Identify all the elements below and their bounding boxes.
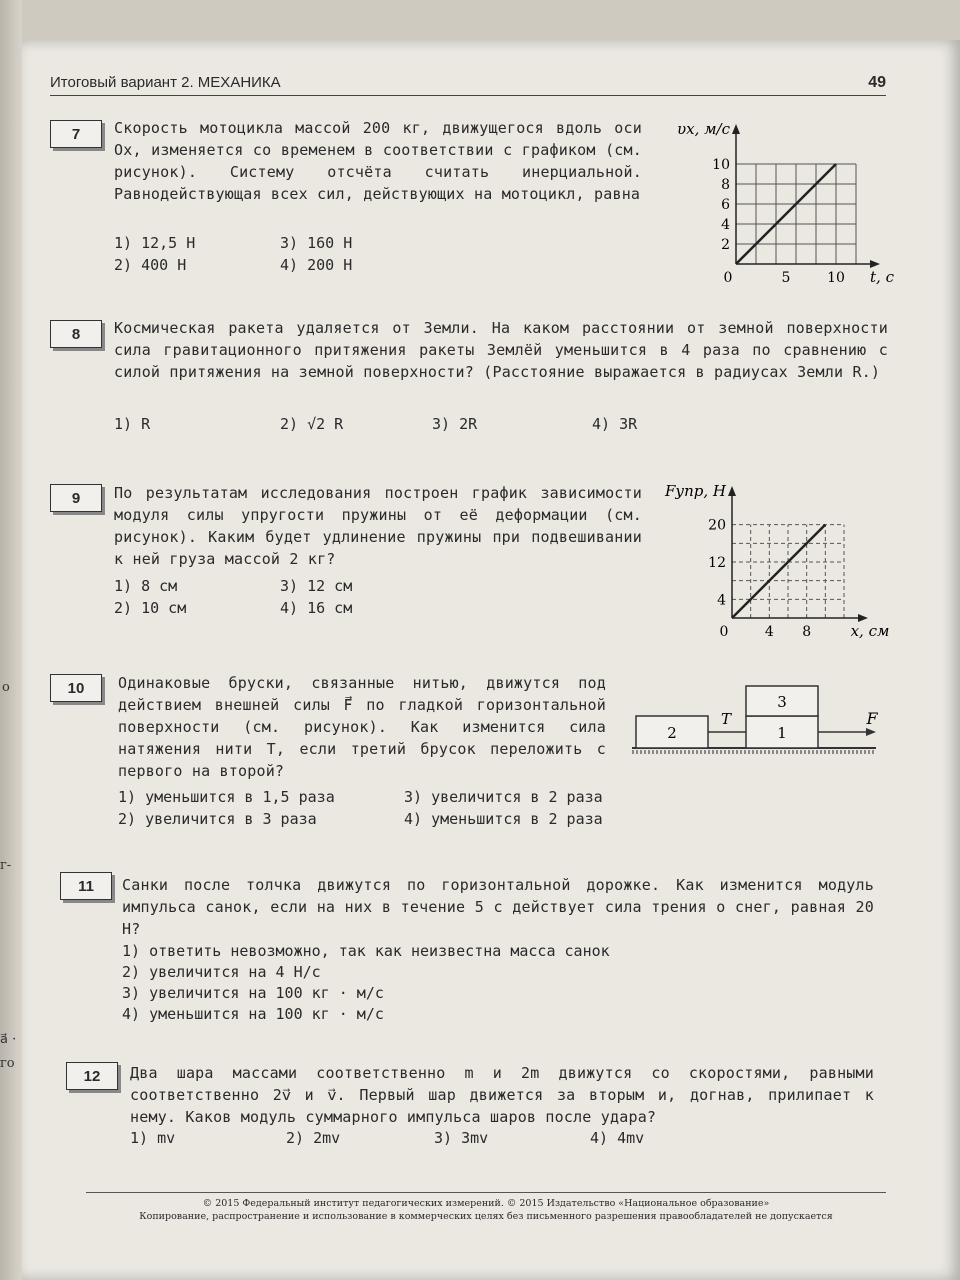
block-1-label: 1 xyxy=(777,724,787,742)
task-9-text: По результатам исследования построен график зависимости модуля силы упругости пружины от её деформации (см. рисунок). Каким будет удлинение пружины при подвешивании к ней груза массой 2 кг? xyxy=(114,484,642,568)
x-tick-label: 0 xyxy=(723,270,733,286)
task-10-option-2: 2) увеличится в 3 раза xyxy=(118,810,317,828)
task-7-option-3: 3) 160 Н xyxy=(280,234,353,252)
task-9-option-2: 2) 10 см xyxy=(114,599,187,617)
force-deformation-graph xyxy=(658,474,898,660)
task-9-option-3: 3) 12 см xyxy=(280,577,353,595)
copyright-line-1: © 2015 Федеральный институт педагогических измерений. © 2015 Издательство «Национальное образование» xyxy=(202,1198,770,1209)
page-number: 49 xyxy=(868,74,886,91)
task-10-text: Одинаковые бруски, связанные нитью, движутся под действием внешней силы F⃗ по гладкой горизонтальной поверхности (см. рисунок). Как изменится сила натяжения нити T, если третий брусок переложить с первого на второй? xyxy=(118,674,606,780)
task-number-box: 7 xyxy=(50,120,102,148)
task-8-option-3: 3) 2R xyxy=(432,415,478,433)
margin-mark: a⃗ · xyxy=(0,1032,17,1047)
copyright-footer xyxy=(86,1192,886,1223)
task-12-option-2: 2) 2mv xyxy=(286,1129,341,1147)
margin-mark: о xyxy=(2,680,10,695)
task-8-option-1: 1) R xyxy=(114,415,151,433)
x-tick-label: 0 xyxy=(719,624,729,640)
task-11-option-1: 1) ответить невозможно, так как неизвестна масса санок xyxy=(122,942,610,960)
y-axis-label: υx, м/с xyxy=(676,120,730,138)
book-spine-shadow xyxy=(0,0,22,1280)
y-tick-label: 4 xyxy=(721,217,730,233)
task-7-text: Скорость мотоцикла массой 200 кг, движущегося вдоль оси Ox, изменяется со временем в соответствии с графиком (см. рисунок). Систему отсчёта считать инерциальной. Равнодействующая всех сил, действующих на мотоцикл, равна xyxy=(114,119,642,203)
task-12-option-4: 4) 4mv xyxy=(590,1129,645,1147)
x-axis-arrow xyxy=(870,260,880,268)
margin-mark: го xyxy=(0,1056,15,1071)
task-7-option-4: 4) 200 Н xyxy=(280,256,353,274)
task-7-option-2: 2) 400 Н xyxy=(114,256,187,274)
blocks-diagram xyxy=(630,682,886,762)
y-tick-label: 12 xyxy=(708,555,726,571)
x-tick-label: 10 xyxy=(827,270,845,286)
task-number-box: 10 xyxy=(50,674,102,702)
task-11-option-4: 4) уменьшится на 100 кг · м/с xyxy=(122,1005,384,1023)
y-axis-arrow xyxy=(728,486,736,496)
task-10-option-3: 3) увеличится в 2 раза xyxy=(404,788,603,806)
y-tick-label: 4 xyxy=(717,592,726,609)
task-10-option-4: 4) уменьшится в 2 раза xyxy=(404,810,603,828)
task-12-text: Два шара массами соответственно m и 2m движутся со скоростями, равными соответственно 2v⃗ и v⃗. Первый шар движется за вторым и, догнав, прилипает к нему. Каков модуль суммарного импульса шаров после удара? xyxy=(130,1064,874,1126)
task-11-option-2: 2) увеличится на 4 Н/с xyxy=(122,963,321,981)
copyright-line-2: Копирование, распространение и использование в коммерческих целях без письменного разрешения правообладателей не допускается xyxy=(139,1211,833,1222)
task-9-option-4: 4) 16 см xyxy=(280,599,353,617)
task-10-option-1: 1) уменьшится в 1,5 раза xyxy=(118,788,335,806)
task-number-box: 9 xyxy=(50,484,102,512)
x-tick-label: 4 xyxy=(764,624,774,640)
data-line xyxy=(736,164,836,264)
task-8-option-2: 2) √2 R xyxy=(280,415,344,433)
task-11-option-3: 3) увеличится на 100 кг · м/с xyxy=(122,984,384,1002)
running-head xyxy=(50,74,886,96)
y-tick-label: 6 xyxy=(721,197,730,213)
task-12-option-3: 3) 3mv xyxy=(434,1129,489,1147)
velocity-time-graph xyxy=(660,116,894,296)
block-2-label: 2 xyxy=(667,724,677,742)
y-tick-label: 8 xyxy=(721,177,730,193)
block-3-label: 3 xyxy=(777,693,787,711)
task-11-text: Санки после толчка движутся по горизонтальной дорожке. Как изменится модуль импульса санок, если на них в течение 5 с действует сила трения о снег, равная 20 Н? xyxy=(122,876,874,938)
data-line xyxy=(732,525,825,618)
task-9-option-1: 1) 8 см xyxy=(114,577,178,595)
y-axis-arrow xyxy=(732,124,740,134)
force-label: F xyxy=(866,709,878,728)
task-12-option-1: 1) mv xyxy=(130,1129,176,1147)
x-tick-label: 8 xyxy=(802,624,812,640)
task-7-option-1: 1) 12,5 Н xyxy=(114,234,196,252)
x-axis-label: t, с xyxy=(870,268,894,286)
section-title: Итоговый вариант 2. МЕХАНИКА xyxy=(50,74,281,91)
task-8-text: Космическая ракета удаляется от Земли. На каком расстоянии от земной поверхности сила гравитационного притяжения ракеты Землёй уменьшится в 4 раза по сравнению с силой притяжения на земной поверхности? (Расстояние выражается в радиусах Земли R.) xyxy=(114,319,888,381)
task-8-option-4: 4) 3R xyxy=(592,415,638,433)
tension-label: T xyxy=(720,710,732,728)
task-number-box: 12 xyxy=(66,1062,118,1090)
margin-mark: г- xyxy=(0,858,12,873)
x-axis-label: x, см xyxy=(850,622,890,640)
y-tick-label: 10 xyxy=(712,157,730,173)
task-number-box: 8 xyxy=(50,320,102,348)
y-tick-label: 20 xyxy=(708,517,726,534)
task-number-box: 11 xyxy=(60,872,112,900)
x-tick-label: 5 xyxy=(781,270,791,286)
y-tick-label: 2 xyxy=(721,237,730,253)
x-axis-arrow xyxy=(858,614,868,622)
y-axis-label: Fупр, Н xyxy=(665,482,726,500)
